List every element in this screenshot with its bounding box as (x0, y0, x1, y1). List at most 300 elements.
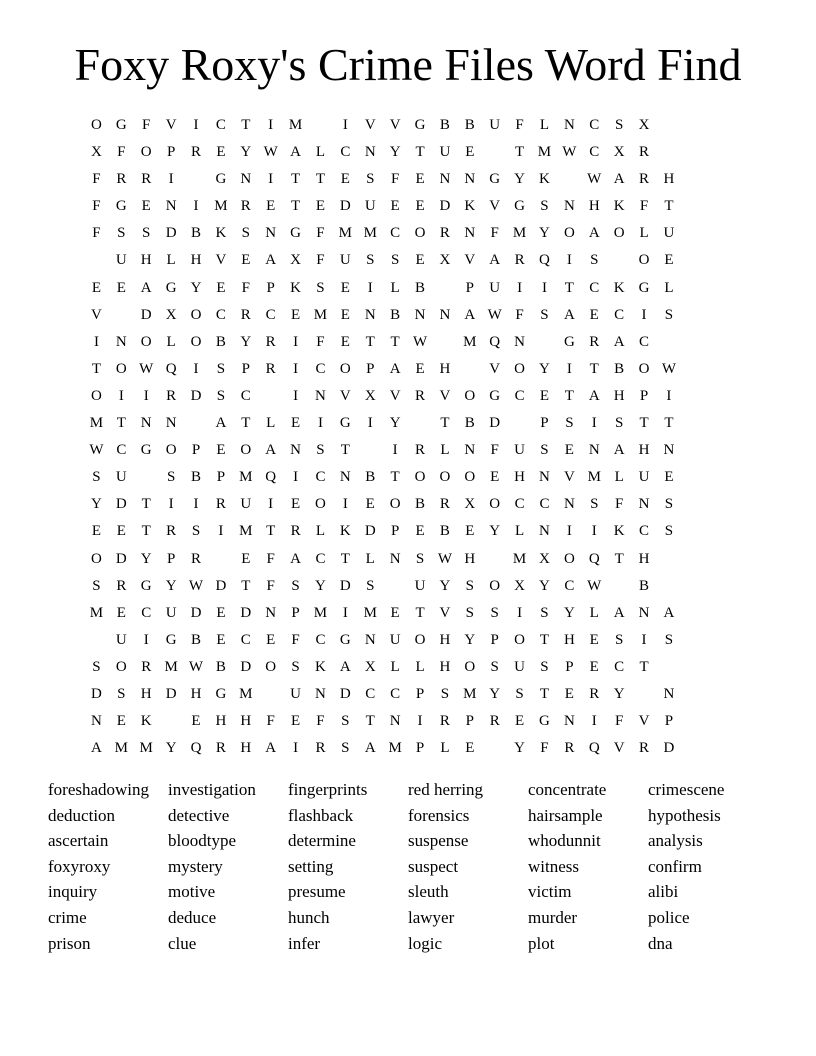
grid-cell: N (539, 469, 550, 486)
grid-cell: N (165, 198, 177, 215)
grid-cell: E (216, 604, 226, 621)
grid-cell: O (638, 252, 650, 269)
grid-cell: N (539, 523, 550, 540)
grid-cell: X (91, 144, 102, 161)
grid-cell: E (290, 306, 301, 323)
grid-cell: M (288, 117, 303, 133)
grid-cell: R (141, 658, 152, 675)
grid-cell: I (93, 333, 99, 350)
word-list-item: suspense (408, 831, 469, 851)
grid-cell: B (215, 333, 226, 350)
grid-cell: R (639, 740, 650, 757)
grid-cell: C (614, 658, 625, 675)
grid-cell: S (366, 171, 375, 188)
grid-cell: V (439, 387, 451, 404)
grid-cell: A (613, 171, 625, 188)
grid-cell: S (117, 685, 126, 702)
grid-cell: R (166, 523, 177, 540)
grid-cell: F (490, 442, 499, 459)
grid-cell: T (340, 550, 350, 567)
word-list-item: victim (528, 882, 572, 902)
grid-cell: E (365, 496, 375, 513)
grid-cell: M (214, 198, 228, 215)
grid-cell: M (164, 658, 178, 675)
grid-row (84, 683, 732, 710)
grid-cell: D (240, 658, 252, 675)
grid-cell: X (165, 306, 177, 323)
grid-cell: N (638, 496, 650, 513)
grid-cell: F (92, 198, 101, 215)
grid-cell (208, 548, 233, 575)
grid-cell: A (290, 144, 301, 161)
grid-cell: W (661, 360, 677, 377)
grid-cell: K (140, 713, 152, 730)
grid-row (84, 304, 732, 331)
grid-cell: F (92, 171, 101, 188)
grid-cell: N (364, 306, 376, 323)
grid-cell: X (439, 252, 451, 269)
grid-row (84, 737, 732, 764)
grid-cell: I (193, 198, 199, 215)
grid-cell: H (464, 550, 476, 567)
grid-cell: H (240, 740, 252, 757)
grid-cell: I (392, 442, 398, 459)
grid-cell: P (166, 550, 176, 567)
grid-cell (184, 412, 209, 439)
word-list-item: fingerprints (288, 780, 368, 799)
grid-cell: A (389, 360, 401, 377)
grid-cell: I (641, 306, 647, 323)
grid-cell: C (315, 360, 326, 377)
grid-cell: P (216, 469, 226, 486)
grid-cell: N (563, 713, 575, 730)
grid-cell: F (266, 550, 275, 567)
grid-cell: S (614, 631, 624, 648)
grid-cell: R (415, 387, 426, 404)
grid-cell: S (216, 387, 226, 404)
grid-cell: D (663, 740, 675, 757)
grid-cell: G (539, 713, 550, 730)
grid-cell: C (589, 117, 600, 133)
word-list-item: infer (288, 933, 321, 953)
grid-cell: A (265, 252, 277, 269)
grid-cell: B (191, 631, 202, 648)
grid-cell: R (116, 171, 127, 188)
grid-cell: B (464, 415, 475, 432)
grid-cell: W (562, 144, 577, 161)
grid-cell: X (364, 658, 376, 675)
grid-cell: I (118, 387, 124, 404)
grid-cell (656, 331, 681, 358)
grid-cell: O (115, 658, 127, 675)
word-list-item: crime (48, 907, 87, 927)
grid-cell: M (313, 604, 328, 621)
word-list-item: witness (528, 856, 579, 876)
grid-row (84, 520, 732, 547)
grid-cell: N (364, 144, 376, 161)
grid-cell: S (316, 442, 325, 459)
grid-cell: N (514, 333, 525, 350)
grid-cell: N (563, 198, 575, 215)
grid-cell: H (613, 387, 625, 404)
grid-cell: O (464, 387, 476, 404)
grid-cell (258, 385, 283, 412)
word-list-item: motive (168, 882, 216, 902)
grid-cell: C (514, 387, 525, 404)
grid-cell: E (664, 469, 674, 486)
grid-cell: R (240, 198, 251, 215)
grid-cell: H (190, 685, 202, 702)
word-list-item: plot (528, 933, 555, 953)
grid-cell: S (664, 523, 674, 540)
grid-cell: O (613, 225, 625, 242)
grid-cell (432, 331, 457, 358)
grid-cell: E (490, 469, 500, 486)
grid-cell: K (539, 171, 550, 188)
grid-cell: M (463, 333, 477, 350)
grid-cell: Y (539, 225, 550, 242)
grid-cell: Y (165, 740, 177, 757)
grid-cell: I (268, 496, 274, 513)
grid-cell: S (565, 415, 574, 432)
grid-cell: L (539, 117, 550, 133)
grid-cell: R (265, 360, 276, 377)
grid-cell: C (315, 631, 326, 648)
grid-cell: C (589, 144, 600, 161)
grid-cell: S (515, 685, 524, 702)
grid-cell: C (539, 496, 550, 513)
word-list-item: foreshadowing (48, 780, 150, 799)
grid-cell: Q (588, 550, 600, 567)
grid-cell: T (589, 360, 599, 377)
grid-cell: S (241, 225, 250, 242)
grid-cell (457, 358, 482, 385)
grid-cell: C (390, 685, 401, 702)
word-list-item: setting (288, 856, 334, 876)
grid-cell: S (142, 225, 151, 242)
grid-cell: L (315, 523, 326, 540)
grid-cell: T (415, 144, 425, 161)
grid-cell: R (439, 713, 450, 730)
grid-cell: C (564, 577, 575, 594)
grid-cell: L (614, 469, 624, 486)
grid-cell: U (115, 469, 127, 486)
grid-row (84, 466, 732, 493)
grid-cell: W (437, 550, 452, 567)
grid-cell: P (565, 658, 574, 675)
grid-cell (308, 114, 333, 141)
grid-cell: G (115, 198, 127, 215)
grid-cell: I (591, 523, 597, 540)
grid-cell: W (188, 658, 204, 675)
word-list-item: suspect (408, 856, 459, 876)
grid-cell: T (266, 523, 276, 540)
word-list-item: presume (288, 882, 346, 902)
grid-cell: I (517, 604, 523, 621)
grid-cell: U (663, 225, 675, 242)
grid-cell: V (339, 387, 351, 404)
word-list-item: determine (288, 831, 356, 851)
grid-row (84, 331, 732, 358)
grid-cell: R (514, 252, 525, 269)
word-list-item: police (648, 907, 690, 927)
grid-cell: S (92, 577, 101, 594)
grid-cell: E (216, 144, 226, 161)
grid-cell: H (240, 713, 252, 730)
grid-cell: N (91, 713, 102, 730)
grid-cell: E (664, 252, 674, 269)
grid-cell: R (166, 387, 177, 404)
grid-cell: D (165, 685, 177, 702)
grid-row (84, 358, 732, 385)
grid-cell: N (290, 442, 301, 459)
grid-cell: V (638, 713, 650, 730)
grid-cell: D (215, 577, 227, 594)
grid-cell: M (139, 740, 153, 757)
grid-cell: L (415, 658, 425, 675)
grid-cell: I (367, 279, 373, 296)
grid-cell: E (465, 740, 475, 757)
grid-cell (656, 141, 681, 168)
grid-cell: S (465, 604, 474, 621)
grid-row (84, 493, 732, 520)
grid-cell: D (339, 198, 351, 215)
grid-cell (159, 710, 184, 737)
grid-cell: N (389, 550, 401, 567)
grid-cell: E (290, 713, 301, 730)
grid-cell: N (588, 442, 600, 459)
grid-cell: T (564, 279, 574, 296)
grid-cell: O (315, 496, 326, 513)
grid-cell: S (540, 198, 549, 215)
grid-cell: O (389, 496, 401, 513)
grid-cell: E (564, 442, 574, 459)
grid-cell: B (439, 523, 450, 540)
grid-cell: D (140, 306, 152, 323)
grid-cell: S (664, 631, 674, 648)
grid-cell: L (639, 225, 649, 242)
grid-cell: N (315, 387, 326, 404)
grid-cell (482, 141, 507, 168)
grid-cell: E (539, 387, 550, 404)
grid-cell: L (390, 279, 400, 296)
grid-cell: T (415, 604, 425, 621)
grid-cell: C (514, 496, 525, 513)
grid-cell: N (638, 604, 650, 621)
grid-cell: R (240, 306, 251, 323)
grid-cell: U (115, 252, 127, 269)
grid-cell: E (216, 631, 226, 648)
grid-cell: G (115, 117, 127, 133)
grid-cell (432, 277, 457, 304)
grid-cell: O (464, 469, 476, 486)
grid-cell: X (290, 252, 301, 269)
word-list-item: crimescene (648, 780, 725, 799)
grid-cell: G (165, 631, 177, 648)
grid-cell: T (241, 577, 251, 594)
grid-cell: T (440, 415, 450, 432)
grid-cell: I (566, 523, 572, 540)
grid-cell: L (166, 252, 176, 269)
grid-cell: F (316, 713, 325, 730)
grid-cell: C (340, 144, 351, 161)
grid-cell: F (639, 198, 649, 215)
grid-cell: T (639, 415, 649, 432)
grid-cell: H (638, 442, 650, 459)
grid-cell: F (614, 713, 624, 730)
grid-cell: W (587, 171, 602, 188)
grid-cell: G (339, 415, 351, 432)
grid-cell: R (415, 442, 426, 459)
grid-cell: S (614, 415, 624, 432)
grid-cell: R (439, 225, 450, 242)
grid-cell: I (293, 387, 299, 404)
grid-cell: N (389, 713, 401, 730)
grid-cell: M (388, 740, 402, 757)
grid-cell: E (589, 306, 599, 323)
grid-cell: V (389, 117, 401, 133)
grid-cell: O (563, 225, 575, 242)
word-list-item: hairsample (528, 805, 603, 825)
grid-cell: L (266, 415, 276, 432)
grid-cell: D (165, 225, 177, 242)
grid-cell: V (613, 740, 625, 757)
grid-cell: I (293, 740, 299, 757)
grid-cell: S (415, 550, 425, 567)
grid-cell: Y (140, 550, 152, 567)
grid-cell: H (439, 360, 451, 377)
grid-cell: C (639, 523, 650, 540)
grid-cell: R (116, 577, 127, 594)
grid-cell: B (365, 469, 376, 486)
grid-cell: W (487, 306, 502, 323)
grid-cell: T (241, 415, 251, 432)
grid-cell: F (92, 225, 101, 242)
grid-cell: R (639, 144, 650, 161)
word-list-item: ascertain (48, 831, 109, 851)
grid-cell: O (514, 360, 525, 377)
grid-cell: X (638, 117, 650, 133)
grid-cell: T (290, 171, 301, 188)
grid-cell: B (464, 117, 475, 133)
grid-cell: P (465, 713, 474, 730)
grid-cell: M (239, 685, 253, 702)
grid-cell: T (639, 658, 649, 675)
grid-cell: S (117, 225, 126, 242)
grid-row (84, 575, 732, 602)
grid-cell: O (414, 631, 426, 648)
grid-cell: S (390, 252, 400, 269)
grid-cell: A (290, 550, 301, 567)
grid-cell: T (116, 415, 126, 432)
grid-cell: O (91, 117, 102, 133)
grid-cell: D (190, 604, 202, 621)
grid-cell: V (364, 117, 376, 133)
grid-cell: I (566, 252, 572, 269)
grid-cell: G (563, 333, 575, 350)
grid-cell: B (191, 469, 202, 486)
grid-cell: B (390, 306, 401, 323)
grid-cell: Y (489, 523, 501, 540)
grid-cell: E (465, 144, 475, 161)
grid-cell: F (490, 225, 499, 242)
grid-cell: V (464, 252, 476, 269)
grid-cell: M (512, 225, 527, 242)
grid-cell: A (489, 252, 501, 269)
grid-cell: E (340, 279, 350, 296)
grid-cell: E (116, 523, 126, 540)
grid-cell: N (339, 469, 351, 486)
grid-cell: P (540, 415, 549, 432)
grid-cell: G (638, 279, 650, 296)
grid-cell: E (216, 279, 226, 296)
grid-cell: N (414, 306, 426, 323)
grid-cell: E (290, 415, 301, 432)
grid-cell: F (266, 577, 275, 594)
grid-cell: N (464, 171, 476, 188)
grid-cell: I (193, 496, 199, 513)
grid-cell: T (365, 333, 375, 350)
grid-cell: S (590, 252, 599, 269)
grid-cell: N (663, 685, 675, 702)
word-list-item: concentrate (528, 780, 607, 799)
word-list-item: forensics (408, 805, 470, 825)
grid-cell: D (439, 198, 451, 215)
word-list-item: prison (48, 933, 91, 953)
grid-cell: U (339, 252, 351, 269)
grid-cell: K (215, 225, 227, 242)
grid-cell: K (315, 658, 326, 675)
grid-cell: F (540, 740, 549, 757)
grid-cell: B (215, 658, 226, 675)
grid-cell: N (240, 171, 252, 188)
grid-cell: D (339, 577, 351, 594)
grid-cell: I (342, 496, 348, 513)
grid-cell (84, 629, 109, 656)
grid-cell: O (439, 469, 451, 486)
grid-cell: I (218, 523, 224, 540)
grid-cell: N (439, 171, 451, 188)
grid-cell: T (390, 469, 400, 486)
word-list-item: flashback (288, 805, 354, 825)
grid-cell: S (614, 117, 624, 133)
grid-cell: I (293, 333, 299, 350)
grid-cell (656, 575, 681, 602)
grid-cell: A (613, 442, 625, 459)
grid-cell: H (140, 685, 152, 702)
grid-cell: B (639, 577, 650, 594)
grid-cell: G (215, 171, 227, 188)
grid-cell: U (489, 117, 501, 133)
grid-cell: M (313, 306, 328, 323)
grid-cell: O (140, 144, 152, 161)
grid-row (84, 168, 732, 195)
grid-cell: V (215, 252, 227, 269)
grid-cell: L (440, 442, 450, 459)
grid-row (84, 249, 732, 276)
grid-cell: P (490, 631, 499, 648)
grid-cell (383, 575, 408, 602)
grid-cell: O (514, 631, 525, 648)
grid-cell: Y (539, 360, 550, 377)
grid-cell: M (363, 225, 377, 242)
grid-cell (656, 548, 681, 575)
grid-row (84, 656, 732, 683)
grid-cell: M (89, 604, 104, 621)
word-list-item: lawyer (408, 907, 455, 927)
grid-cell: E (340, 171, 350, 188)
grid-cell: L (515, 523, 525, 540)
